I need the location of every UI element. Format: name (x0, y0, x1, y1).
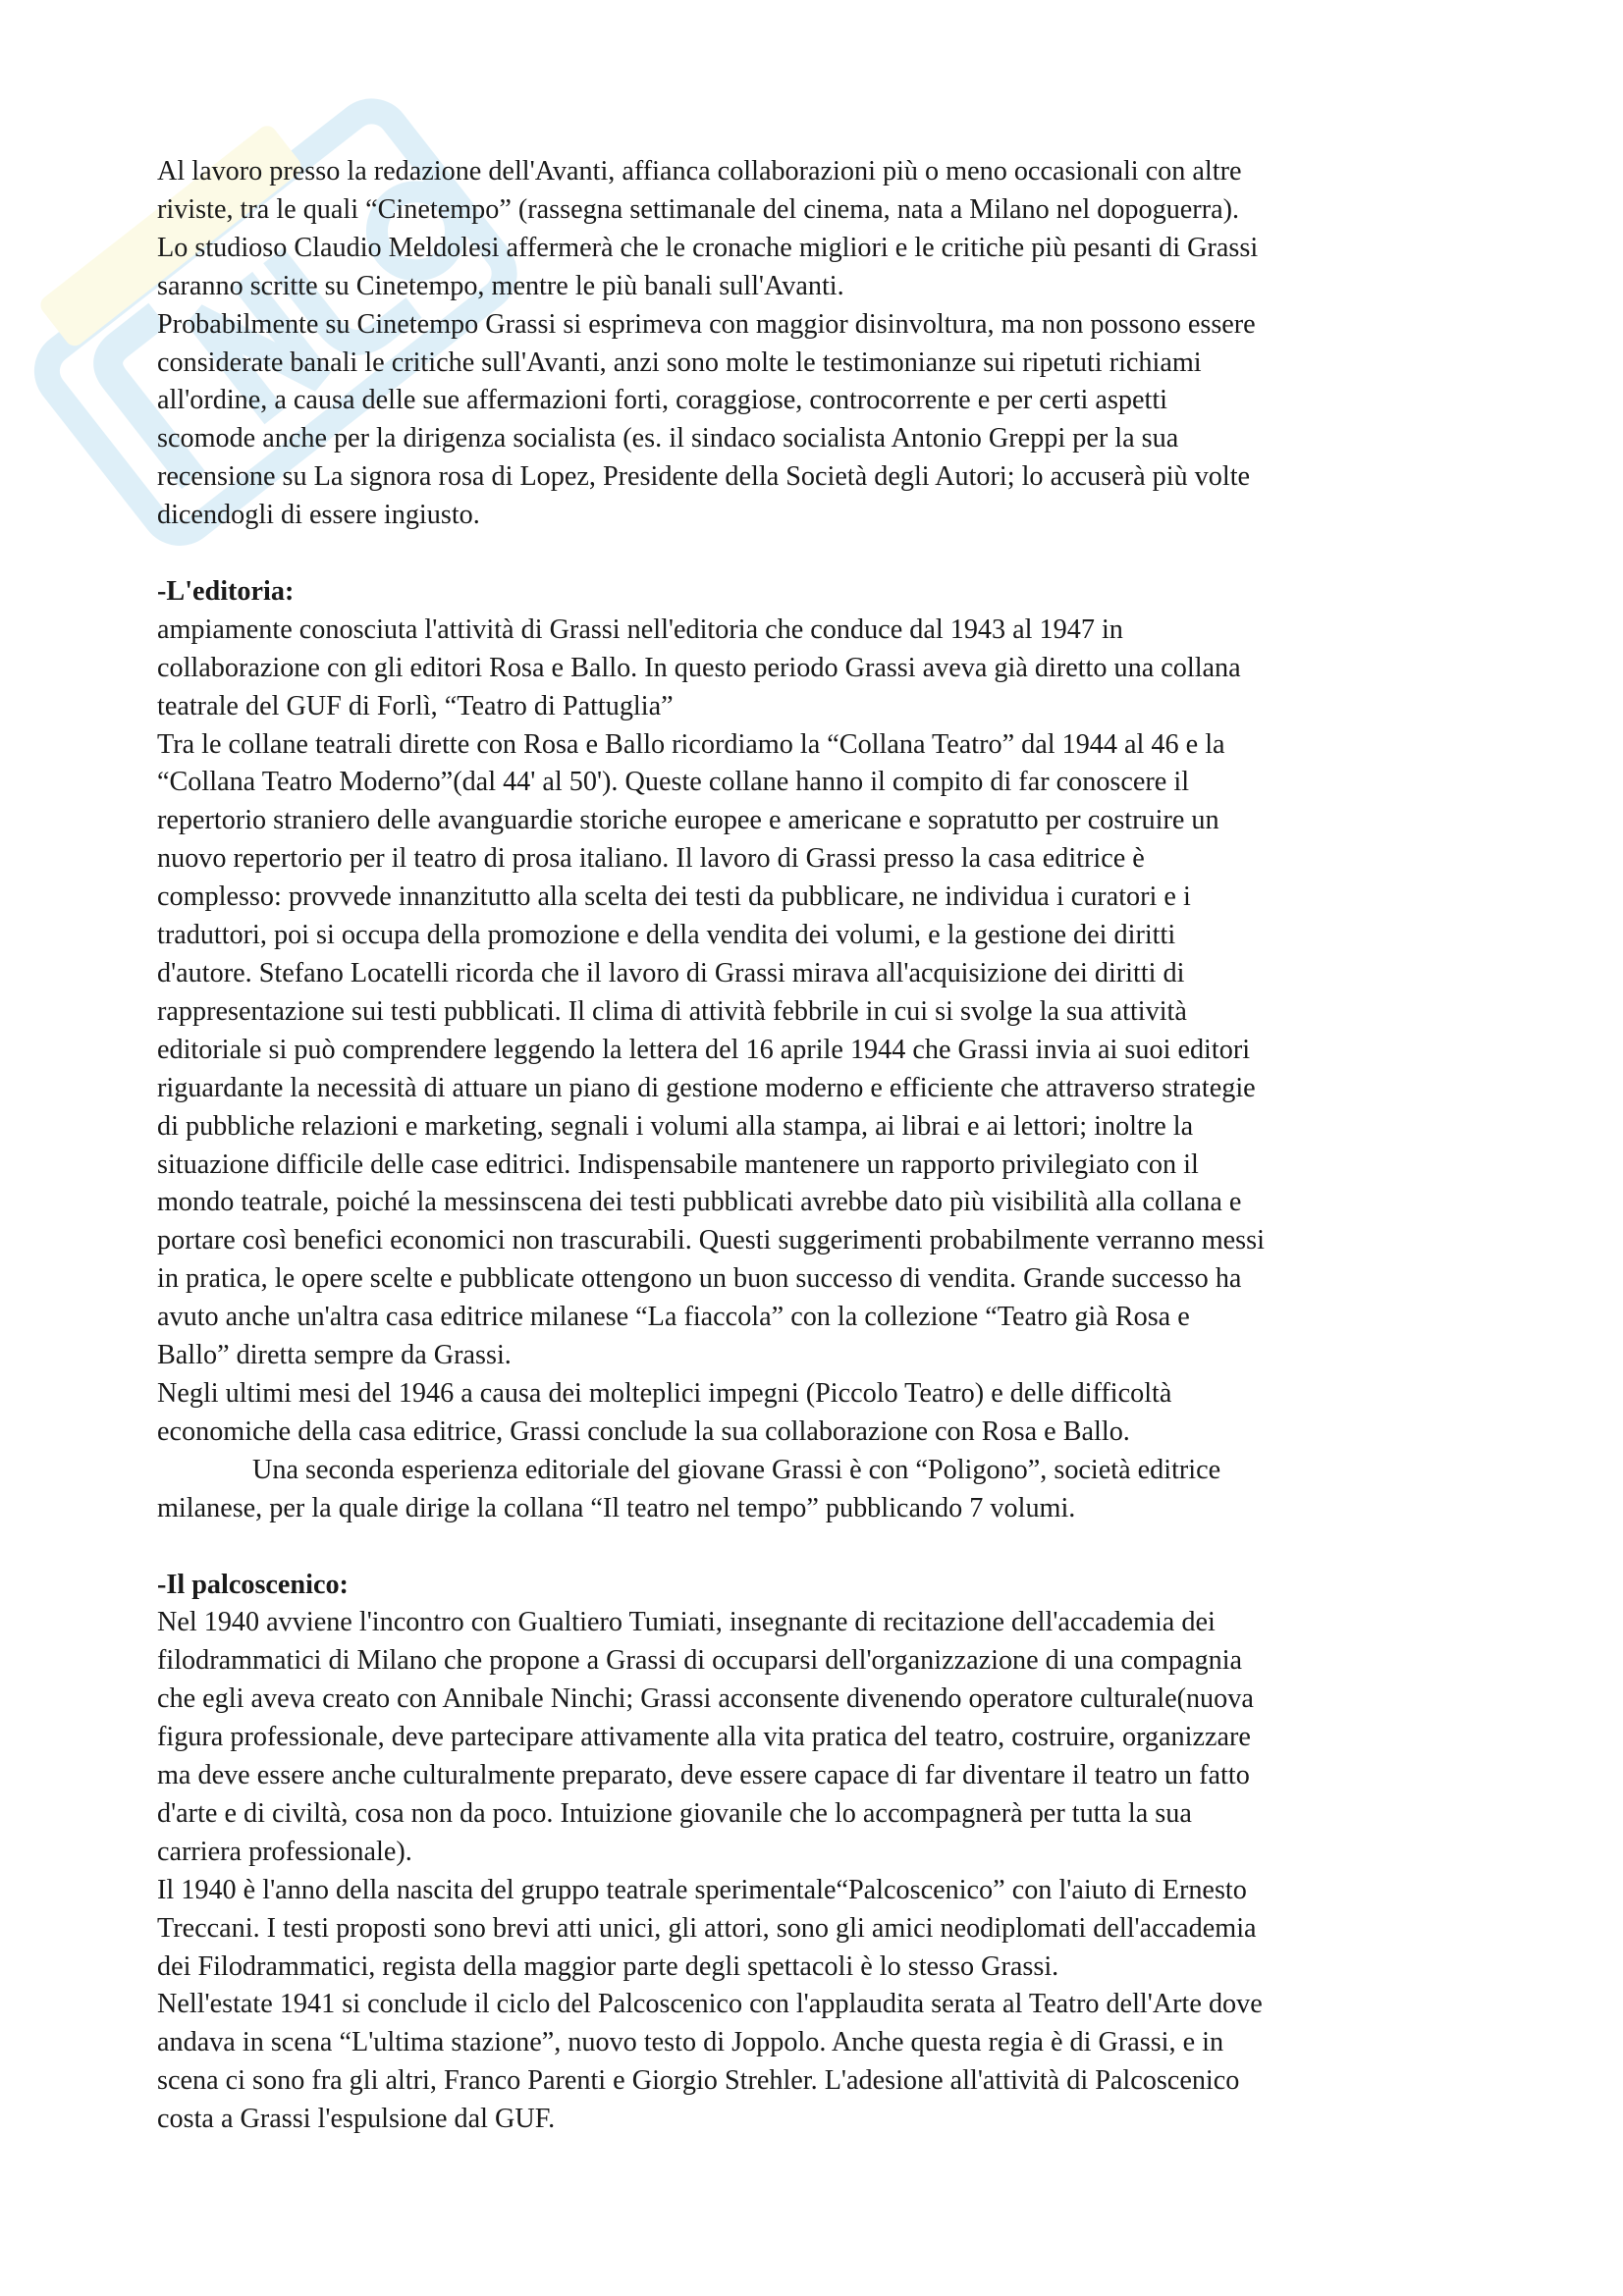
text-line: d'autore. Stefano Locatelli ricorda che il lavoro di Grassi mirava all'acquisizione dei diritti di (157, 958, 1185, 989)
text-line: milanese, per la quale dirige la collana “Il teatro nel tempo” pubblicando 7 volumi. (157, 1492, 1076, 1523)
text-line: economiche della casa editrice, Grassi conclude la sua collaborazione con Rosa e Ballo. (157, 1415, 1130, 1447)
text-line: scena ci sono fra gli altri, Franco Parenti e Giorgio Strehler. L'adesione all'attività di Palcoscenico (157, 2065, 1240, 2097)
text-line: portare così benefici economici non trascurabili. Questi suggerimenti probabilmente verranno messi (157, 1225, 1265, 1256)
text-line: “Collana Teatro Moderno”(dal 44' al 50'). Queste collane hanno il compito di far conoscere il (157, 767, 1190, 798)
text-line: Al lavoro presso la redazione dell'Avanti, affianca collaborazioni più o meno occasionali con altre (157, 156, 1242, 187)
text-line: d'arte e di civiltà, cosa non da poco. Intuizione giovanile che lo accompagnerà per tutta la sua (157, 1797, 1192, 1829)
text-line: in pratica, le opere scelte e pubblicate ottengono un buon successo di vendita. Grande successo ha (157, 1263, 1242, 1295)
text-line: Nel 1940 avviene l'incontro con Gualtiero Tumiati, insegnante di recitazione dell'accademia dei (157, 1607, 1216, 1638)
text-line: complesso: provvede innanzitutto alla scelta dei testi da pubblicare, ne individua i curatori e i (157, 881, 1191, 913)
text-line: Lo studioso Claudio Meldolesi affermerà che le cronache migliori e le critiche più pesanti di Grassi (157, 232, 1259, 263)
text-line: andava in scena “L'ultima stazione”, nuovo testo di Joppolo. Anche questa regia è di Grassi, e in (157, 2027, 1224, 2058)
text-line: editoriale si può comprendere leggendo la lettera del 16 aprile 1944 che Grassi invia ai suoi editori (157, 1034, 1251, 1065)
text-line: di pubbliche relazioni e marketing, segnali i volumi alla stampa, ai librai e ai lettori; inoltre la (157, 1110, 1194, 1142)
text-line: situazione difficile delle case editrici. Indispensabile mantenere un rapporto privilegiato con il (157, 1148, 1199, 1180)
section-heading: -Il palcoscenico: (157, 1569, 349, 1600)
text-line: Probabilmente su Cinetempo Grassi si esprimeva con maggior disinvoltura, ma non possono essere (157, 308, 1256, 340)
text-line: mondo teatrale, poiché la messinscena dei testi pubblicati avrebbe dato più visibilità alla collana e (157, 1187, 1242, 1218)
text-line: Tra le collane teatrali dirette con Rosa e Ballo ricordiamo la “Collana Teatro” dal 1944 al 46 e la (157, 728, 1225, 760)
text-line: repertorio straniero delle avanguardie storiche europee e americane e sopratutto per costruire un (157, 805, 1219, 836)
text-line: Negli ultimi mesi del 1946 a causa dei molteplici impegni (Piccolo Teatro) e delle difficoltà (157, 1377, 1172, 1409)
text-line: ampiamente conosciuta l'attività di Grassi nell'editoria che conduce dal 1943 al 1947 in (157, 614, 1123, 645)
text-line: scomode anche per la dirigenza socialista (es. il sindaco socialista Antonio Greppi per la sua (157, 423, 1179, 454)
text-line: rappresentazione sui testi pubblicati. Il clima di attività febbrile in cui si svolge la sua attività (157, 995, 1187, 1027)
text-line: all'ordine, a causa delle sue affermazioni forti, coraggiose, controcorrente e per certi aspetti (157, 385, 1168, 416)
document-page (157, 153, 1492, 2139)
text-line: dei Filodrammatici, regista della maggior parte degli spettacoli è lo stesso Grassi. (157, 1950, 1059, 1982)
text-line: considerate banali le critiche sull'Avanti, anzi sono molte le testimonianze sui ripetuti richiami (157, 347, 1202, 378)
text-line: Ballo” diretta sempre da Grassi. (157, 1340, 512, 1371)
text-line: avuto anche un'altra casa editrice milanese “La fiaccola” con la collezione “Teatro già Rosa e (157, 1302, 1190, 1333)
text-line: riviste, tra le quali “Cinetempo” (rassegna settimanale del cinema, nata a Milano nel dopoguerra). (157, 193, 1240, 225)
text-line: Nell'estate 1941 si conclude il ciclo del Palcoscenico con l'applaudita serata al Teatro dell'Arte dove (157, 1989, 1263, 2020)
blank-line (157, 1528, 1492, 1567)
text-line: ma deve essere anche culturalmente preparato, deve essere capace di far diventare il teatro un fatto (157, 1760, 1250, 1791)
text-line: teatrale del GUF di Forlì, “Teatro di Pattuglia” (157, 690, 674, 721)
text-line: Una seconda esperienza editoriale del giovane Grassi è con “Poligono”, società editrice (252, 1454, 1221, 1485)
text-line: saranno scritte su Cinetempo, mentre le più banali sull'Avanti. (157, 270, 844, 301)
text-line: figura professionale, deve partecipare attivamente alla vita pratica del teatro, costruire, organizzare (157, 1722, 1251, 1753)
text-line: riguardante la necessità di attuare un piano di gestione moderno e efficiente che attraverso strategie (157, 1072, 1256, 1103)
text-line: nuovo repertorio per il teatro di prosa italiano. Il lavoro di Grassi presso la casa editrice è (157, 843, 1145, 875)
text-line: Il 1940 è l'anno della nascita del gruppo teatrale sperimentale“Palcoscenico” con l'aiuto di Ernesto (157, 1874, 1247, 1905)
text-line: traduttori, poi si occupa della promozione e della vendita dei volumi, e la gestione dei diritti (157, 920, 1176, 951)
section-heading: -L'editoria: (157, 575, 295, 607)
text-line: che egli aveva creato con Annibale Ninchi; Grassi acconsente divenendo operatore culturale(nuova (157, 1683, 1254, 1715)
blank-line (157, 535, 1492, 573)
text-line: dicendogli di essere ingiusto. (157, 500, 480, 531)
text-line: recensione su La signora rosa di Lopez, Presidente della Società degli Autori; lo accuserà più volte (157, 461, 1251, 493)
text-line: carriera professionale). (157, 1836, 412, 1867)
text-line: Treccani. I testi proposti sono brevi atti unici, gli attori, sono gli amici neodiplomati dell'accademia (157, 1912, 1257, 1944)
text-line: costa a Grassi l'espulsione dal GUF. (157, 2104, 556, 2135)
text-line: filodrammatici di Milano che propone a Grassi di occuparsi dell'organizzazione di una compagnia (157, 1645, 1243, 1677)
text-line: collaborazione con gli editori Rosa e Ballo. In questo periodo Grassi aveva già diretto una collana (157, 652, 1241, 683)
